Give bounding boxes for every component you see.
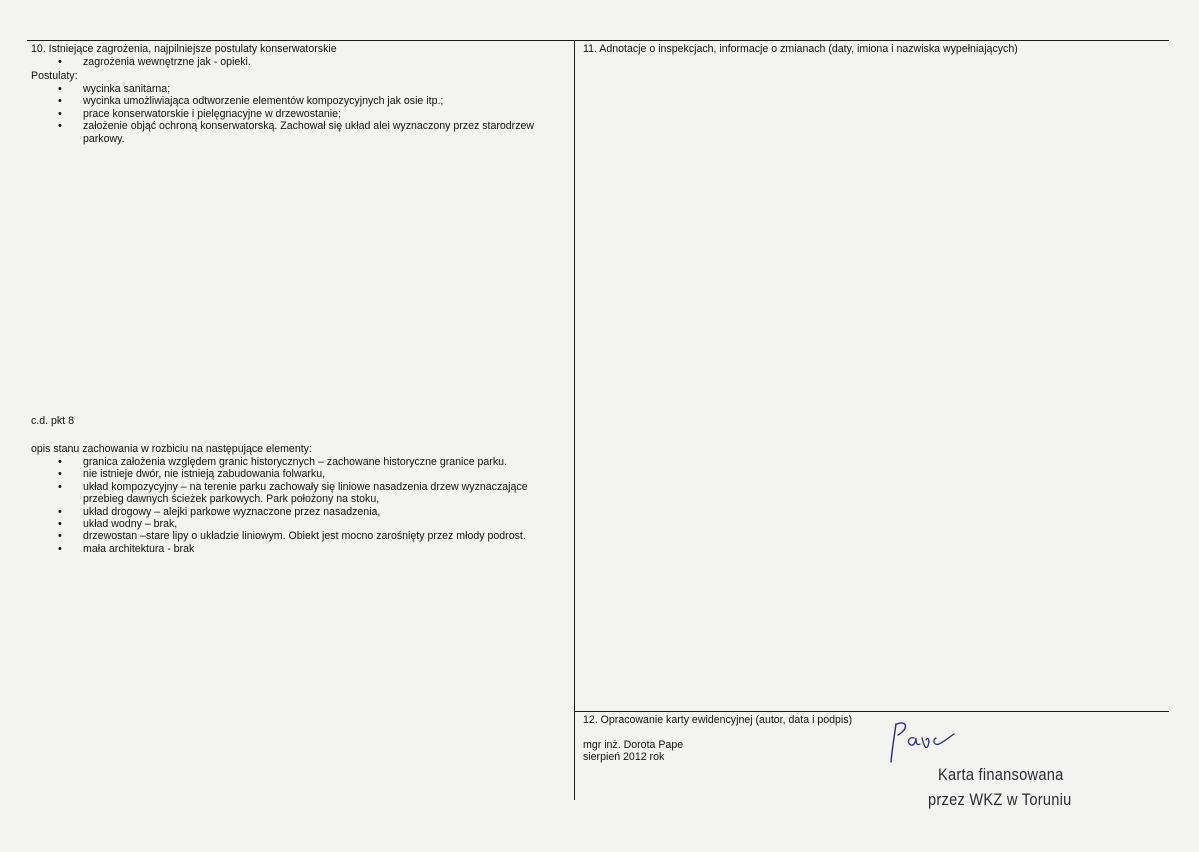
list-item: • zagrożenia wewnętrzne jak - opieki.: [31, 56, 571, 68]
list-item: • układ drogowy – alejki parkowe wyznaczone przez nasadzenia,: [31, 506, 566, 518]
section11-heading: 11. Adnotacje o inspekcjach, informacje o zmianach (daty, imiona i nazwiska wypełniających): [583, 43, 1018, 55]
signature: [884, 716, 964, 766]
column-divider: [574, 40, 575, 800]
postulates-list: [31, 83, 576, 145]
list-item: • układ wodny – brak,: [31, 518, 566, 530]
postulates-label: Postulaty:: [31, 70, 78, 82]
top-border: [27, 40, 1169, 41]
continuation-label: c.d. pkt 8: [31, 415, 74, 427]
author-name: mgr inż. Dorota Pape: [583, 739, 684, 751]
state-intro: opis stanu zachowania w rozbiciu na następujące elementy:: [31, 443, 312, 455]
list-item: • prace konserwatorskie i pielęgnacyjne w drzewostanie;: [31, 108, 576, 120]
state-list: [31, 456, 566, 555]
author-date: sierpień 2012 rok: [583, 751, 665, 763]
funding-stamp-line2: przez WKZ w Toruniu: [928, 790, 1072, 809]
list-item: • wycinka umożliwiająca odtworzenie elementów kompozycyjnych jak osie itp.;: [31, 95, 576, 107]
threats-list: [31, 56, 571, 68]
section12-top-border: [574, 711, 1169, 712]
funding-stamp-line1: Karta finansowana: [938, 765, 1064, 784]
section10-heading: 10. Istniejące zagrożenia, najpilniejsze postulaty konserwatorskie: [31, 43, 337, 55]
list-item: • założenie objąć ochroną konserwatorską. Zachował się układ alei wyznaczony przez starodrzew parkowy.: [31, 120, 576, 145]
list-item: • drzewostan –stare lipy o układzie liniowym. Obiekt jest mocno zarośnięty przez młody podrost.: [31, 530, 566, 542]
list-item: • układ kompozycyjny – na terenie parku zachowały się liniowe nasadzenia drzew wyznaczające przebieg dawnych ścieżek parkowych. Park położony na stoku,: [31, 481, 566, 506]
section12-heading: 12. Opracowanie karty ewidencyjnej (autor, data i podpis): [583, 714, 853, 726]
list-item: • wycinka sanitarna;: [31, 83, 576, 95]
list-item: • mała architektura - brak: [31, 543, 566, 555]
list-item: • nie istnieje dwór, nie istnieją zabudowania folwarku,: [31, 468, 566, 480]
list-item: • granica założenia względem granic historycznych – zachowane historyczne granice parku.: [31, 456, 566, 468]
